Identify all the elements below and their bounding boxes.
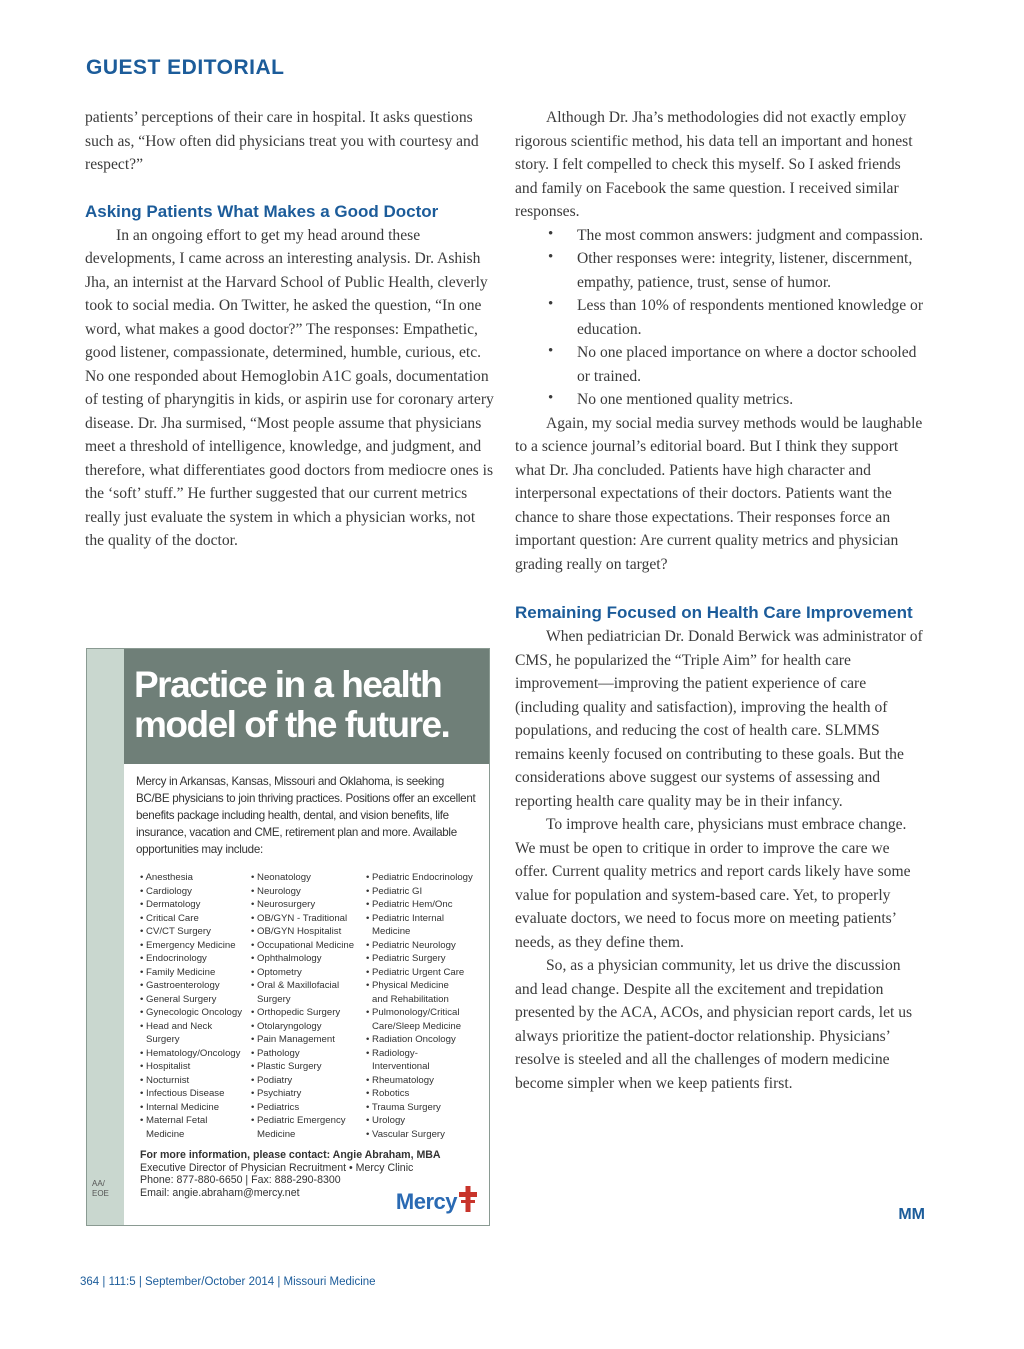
ad-specialty-item: • Orthopedic Surgery	[251, 1007, 341, 1018]
ad-specialty-item: • Neurology	[251, 885, 301, 897]
ad-specialty-item: • Hematology/Oncology	[140, 1047, 241, 1059]
ad-specialty-item: • Anesthesia	[140, 872, 193, 883]
ad-specialty-item: • Maternal Fetal	[140, 1115, 208, 1126]
ad-intro: Mercy in Arkansas, Kansas, Missouri and Oklahoma, is seeking BC/BE physicians to join thriving practices. Positions offer an excellent benefits package including health, dental, and vision benefits, life insurance, vacation and CME, retirement plan and more. Available opportunities may include:	[136, 775, 476, 856]
bullet-icon: •	[548, 296, 554, 312]
bullet-list	[515, 224, 925, 412]
paragraph: patients’ perceptions of their care in hospital. It asks questions such as, “How often did physicians treat you with courtesy and respect?”	[85, 109, 479, 173]
ad-specialty-item: • CV/CT Surgery	[140, 926, 211, 937]
list-item	[515, 341, 925, 388]
list-item-text: The most common answers: judgment and compassion.	[577, 226, 924, 244]
ad-specialty-list-1	[140, 871, 242, 1141]
ad-specialty-item: • Emergency Medicine	[140, 939, 236, 951]
ad-specialty-item: • Podiatry	[251, 1074, 293, 1086]
ad-side-bar	[87, 649, 124, 1225]
bullet-icon: •	[548, 343, 554, 359]
ad-specialty-item: • Pediatric Endocrinology	[366, 872, 473, 883]
ad-specialty-item: • Critical Care	[140, 912, 199, 924]
ad-specialty-item: • Occupational Medicine	[251, 939, 355, 951]
ad-specialty-item: • Optometry	[251, 966, 302, 978]
ad-contact-heading: For more information, please contact: Angie Abraham, MBA	[140, 1149, 441, 1161]
section-tag: GUEST EDITORIAL	[86, 56, 285, 79]
bullet-icon: •	[548, 390, 554, 406]
ad-specialty-item: • Head and Neck	[140, 1020, 213, 1032]
ad-specialty-item: Medicine	[372, 926, 411, 937]
ad-specialty-item: • Physical Medicine	[366, 980, 449, 991]
ad-specialty-item: • General Surgery	[140, 993, 217, 1005]
ad-specialty-item: • Plastic Surgery	[251, 1061, 322, 1072]
ad-specialty-item: • Pediatric Surgery	[366, 953, 446, 964]
ad-specialty-item: • Gastroenterology	[140, 980, 220, 991]
ad-specialty-item: • Neurosurgery	[251, 899, 316, 910]
section-heading: Asking Patients What Makes a Good Doctor	[85, 201, 439, 221]
list-item	[515, 294, 925, 341]
ad-specialty-item: • Vascular Surgery	[366, 1128, 445, 1140]
ad-specialty-item: • OB/GYN Hospitalist	[251, 926, 342, 937]
cross-icon	[459, 1186, 477, 1212]
ad-specialty-item: • Pediatric Hem/Onc	[366, 899, 453, 910]
ad-specialty-item: Care/Sleep Medicine	[372, 1020, 462, 1032]
ad-specialty-item: • Endocrinology	[140, 953, 207, 964]
list-item-text: Less than 10% of respondents mentioned knowledge or education.	[577, 297, 924, 338]
ad-specialty-item: • Rheumatology	[366, 1074, 434, 1086]
paragraph: Although Dr. Jha’s methodologies did not exactly employ rigorous scientific method, his data tell an important and honest story. I felt compelled to check this myself. So I asked friends and family on Facebook the same question. I received similar responses.	[515, 109, 913, 220]
ad-specialty-item: • Pediatric Neurology	[366, 939, 456, 951]
ad-side-note: AA/	[92, 1179, 105, 1188]
ad-contact-email: Email: angie.abraham@mercy.net	[140, 1186, 300, 1199]
page-footer: 364 | 111:5 | September/October 2014 | Missouri Medicine	[80, 1276, 376, 1288]
paragraph: To improve health care, physicians must embrace change. We must be open to critique in order to improve the care we offer. Current quality metrics and report cards likely have some value for population and system-based care. Yet, to properly evaluate doctors, we need to focus more on meeting patients’ needs, as they define them.	[515, 816, 911, 951]
ad-specialty-item: • Psychiatry	[251, 1088, 302, 1099]
ad-specialty-item: • Nocturnist	[140, 1074, 190, 1086]
ad-specialty-item: • Oral & Maxillofacial	[251, 980, 340, 991]
ad-specialty-item: • Gynecologic Oncology	[140, 1007, 243, 1018]
ad-specialty-item: • Otolaryngology	[251, 1020, 322, 1032]
paragraph: In an ongoing effort to get my head around these developments, I came across an interesting analysis. Dr. Ashish Jha, an internist at the Harvard School of Public Health, cleverly took to social media. On Twitter, he asked the question, “In one word, what makes a good doctor?” The responses: Empathetic, good listener, compassionate, determined, humble, curious, etc. No one responded about Hemoglobin A1C goals, documentation of testing of pharyngitis in kids, or aspirin use for coronary artery disease. Dr. Jha surmised, “Most people assume that physicians meet a threshold of intelligence, knowledge, and judgment, and therefore, what differentiates good doctors from mediocre ones is the ‘soft’ stuff.” He further suggested that our current metrics really just evaluate the system in which a physician works, not the quality of the doctor.	[85, 226, 494, 549]
section-heading: Remaining Focused on Health Care Improvement	[515, 603, 913, 622]
ad-contact-title: Executive Director of Physician Recruitment • Mercy Clinic	[140, 1161, 414, 1174]
ad-specialty-item: • OB/GYN - Traditional	[251, 912, 348, 924]
ad-headline-line: model of the future.	[134, 704, 450, 745]
ad-specialty-item: • Cardiology	[140, 885, 192, 897]
ad-specialty-item: Medicine	[257, 1128, 296, 1140]
list-item	[515, 388, 925, 412]
ad-specialty-item: Surgery	[146, 1034, 180, 1045]
ad-contact-phone: Phone: 877-880-6650 | Fax: 888-290-8300	[140, 1174, 341, 1186]
ad-specialty-item: Surgery	[257, 993, 291, 1005]
list-item-text: Other responses were: integrity, listener, discernment, empathy, patience, trust, sense of humor.	[577, 250, 913, 291]
bullet-icon: •	[548, 249, 554, 265]
ad-side-note: EOE	[92, 1189, 109, 1198]
ad-specialty-item: • Pathology	[251, 1047, 300, 1059]
ad-specialty-item: • Pediatrics	[251, 1101, 300, 1113]
ad-specialty-item: • Pediatric GI	[366, 885, 423, 897]
ad-specialty-item: • Pain Management	[251, 1034, 335, 1045]
ad-specialty-list-2	[251, 871, 354, 1141]
ad-specialty-item: Medicine	[146, 1128, 185, 1140]
ad-specialty-item: • Trauma Surgery	[366, 1101, 441, 1113]
ad-specialty-item: • Pediatric Emergency	[251, 1115, 346, 1126]
mercy-advertisement	[86, 648, 490, 1226]
ad-specialty-item: • Pediatric Urgent Care	[366, 966, 465, 978]
right-column	[515, 106, 925, 1226]
ad-specialty-item: • Radiation Oncology	[366, 1034, 456, 1045]
list-item	[515, 247, 925, 294]
ad-specialty-item: • Internal Medicine	[140, 1101, 220, 1113]
left-column	[85, 106, 495, 553]
ad-specialty-list-3	[366, 871, 473, 1141]
ad-eoe-note	[92, 1179, 109, 1199]
ad-specialty-item: • Ophthalmology	[251, 953, 322, 964]
ad-specialty-item: • Urology	[366, 1115, 406, 1126]
ad-specialty-item: • Neonatology	[251, 872, 311, 883]
paragraph: When pediatrician Dr. Donald Berwick was administrator of CMS, he popularized the “Triple Aim” for health care improvement—improving the patient experience of care (including quality and satisfaction), improving the health of populations, and reducing the cost of health care. SLMMS remains keenly focused on contributing to these goals. But the considerations above suggest our systems of assessing and reporting health care quality may be in their infancy.	[515, 628, 923, 810]
mercy-logo-text: Mercy	[395, 1189, 457, 1214]
paragraph: So, as a physician community, let us drive the discussion and lead change. Despite all the excitement and trepidation presented by the ACA, ACOs, and physician report cards, let us always prioritize the patient-doctor relationship. Physicians’ resolve is steeled and all the challenges of modern medicine become simpler when we keep patients first.	[515, 957, 913, 1092]
ad-specialty-item: • Robotics	[366, 1088, 410, 1099]
ad-headline	[134, 665, 449, 745]
ad-specialty-item: • Pediatric Internal	[366, 912, 445, 924]
ad-headline-line: Practice in a health	[134, 664, 442, 705]
bullet-icon: •	[548, 225, 554, 242]
ad-specialty-item: • Radiology-	[366, 1047, 418, 1059]
ad-specialty-item: • Family Medicine	[140, 966, 216, 978]
list-item-text: No one placed importance on where a doctor schooled or trained.	[577, 344, 917, 385]
paragraph: Again, my social media survey methods would be laughable to a science journal’s editorial board. But I think they support what Dr. Jha concluded. Patients have high character and interpersonal expectations of their doctors. Patients want the chance to share those expectations. Their responses force an important question: Are current quality metrics and physician grading really on target?	[515, 414, 923, 573]
ad-specialty-item: • Pulmonology/Critical	[366, 1007, 460, 1018]
ad-specialty-item: Interventional	[372, 1061, 430, 1072]
ad-specialty-item: • Dermatology	[140, 899, 201, 910]
mercy-logo	[396, 1186, 477, 1215]
ad-specialty-item: • Infectious Disease	[140, 1088, 225, 1099]
ad-specialty-item: • Hospitalist	[140, 1061, 191, 1072]
list-item-text: No one mentioned quality metrics.	[577, 391, 794, 408]
end-mark: MM	[898, 1205, 925, 1223]
ad-specialty-item: and Rehabilitation	[372, 993, 449, 1005]
list-item	[515, 224, 925, 248]
